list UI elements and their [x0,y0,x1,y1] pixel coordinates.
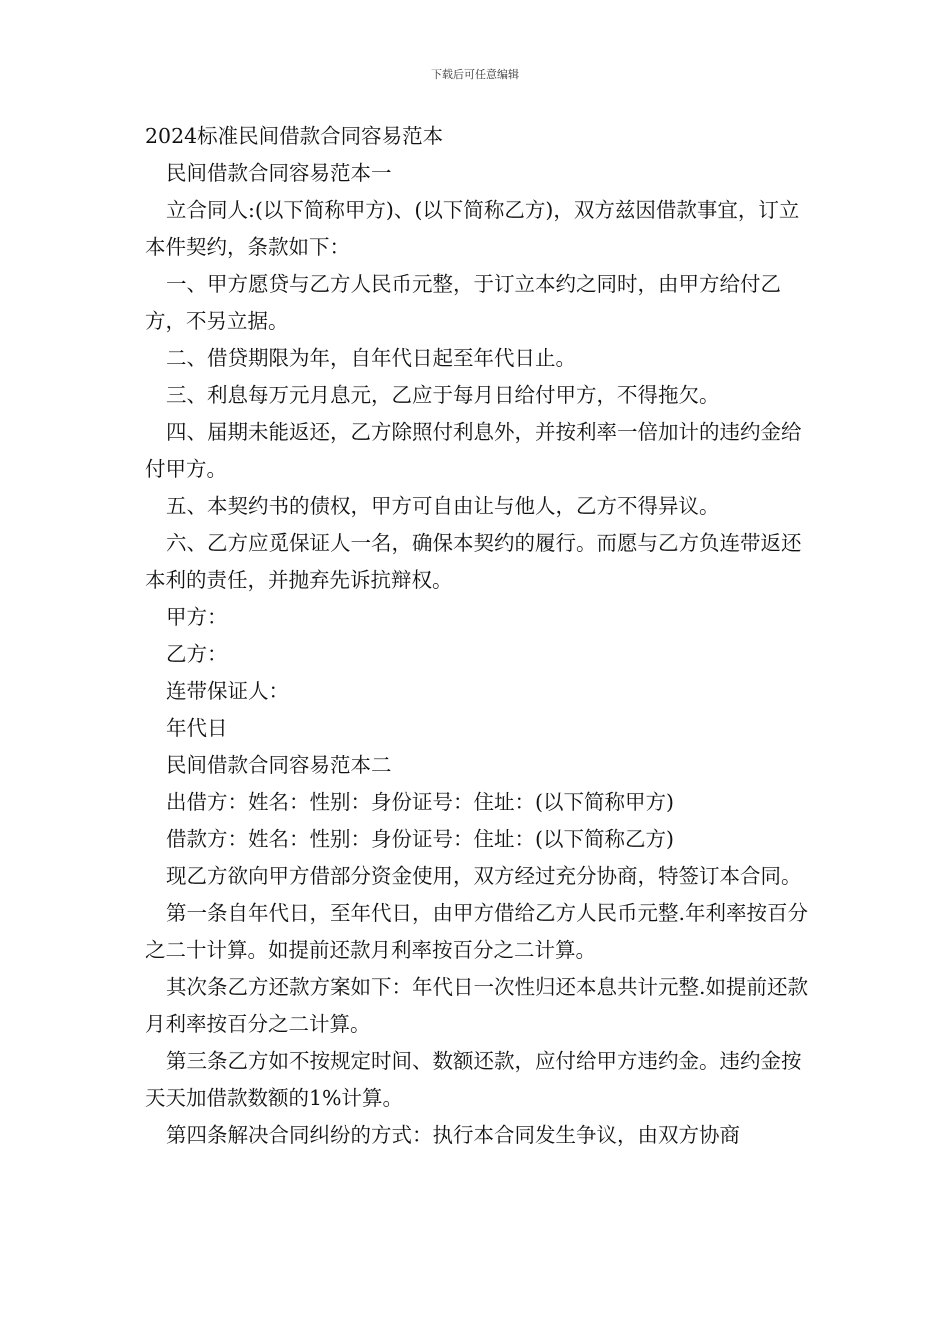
signature-party-b: 乙方： [166,642,228,666]
paragraph-lender-info: 出借方：姓名：性别：身份证号：住址：(以下简称甲方) [166,790,674,814]
paragraph-clause-2: 二、借贷期限为年，自年代日起至年代日止。 [166,346,576,370]
signature-party-a: 甲方： [166,605,228,629]
paragraph-parties: 立合同人:(以下简称甲方)、(以下简称乙方)，双方兹因借款事宜，订立本件契约，条款如下： [145,198,800,259]
paragraph-article-2: 其次条乙方还款方案如下：年代日一次性归还本息共计元整.如提前还款月利率按百分之二计算。 [145,975,809,1036]
document-body [145,118,810,1154]
paragraph-article-1: 第一条自年代日，至年代日，由甲方借给乙方人民币元整.年利率按百分之二十计算。如提前还款月利率按百分之二计算。 [145,901,809,962]
paragraph-borrower-info: 借款方：姓名：性别：身份证号：住址：(以下简称乙方) [166,827,674,851]
paragraph-article-3: 第三条乙方如不按规定时间、数额还款，应付给甲方违约金。违约金按天天加借款数额的1%计算。 [145,1049,802,1110]
paragraph-clause-4: 四、届期未能返还，乙方除照付利息外，并按利率一倍加计的违约金给付甲方。 [145,420,802,481]
signature-guarantor: 连带保证人： [166,679,289,703]
document-title: 2024标准民间借款合同容易范本 [145,124,444,148]
paragraph-clause-3: 三、利息每万元月息元，乙应于每月日给付甲方，不得拖欠。 [166,383,720,407]
paragraph-clause-5: 五、本契约书的债权，甲方可自由让与他人，乙方不得异议。 [166,494,720,518]
paragraph-section-two-heading: 民间借款合同容易范本二 [166,753,392,777]
paragraph-section-one-heading: 民间借款合同容易范本一 [166,161,392,185]
paragraph-clause-1: 一、甲方愿贷与乙方人民币元整，于订立本约之同时，由甲方给付乙方，不另立据。 [145,272,781,333]
page-header: 下载后可任意编辑 [431,68,519,81]
paragraph-clause-6: 六、乙方应觅保证人一名，确保本契约的履行。而愿与乙方负连带返还本利的责任，并抛弃先诉抗辩权。 [145,531,802,592]
paragraph-article-4: 第四条解决合同纠纷的方式：执行本合同发生争议，由双方协商 [166,1123,740,1147]
signature-date: 年代日 [166,716,228,740]
paragraph-preamble: 现乙方欲向甲方借部分资金使用，双方经过充分协商，特签订本合同。 [166,864,802,888]
